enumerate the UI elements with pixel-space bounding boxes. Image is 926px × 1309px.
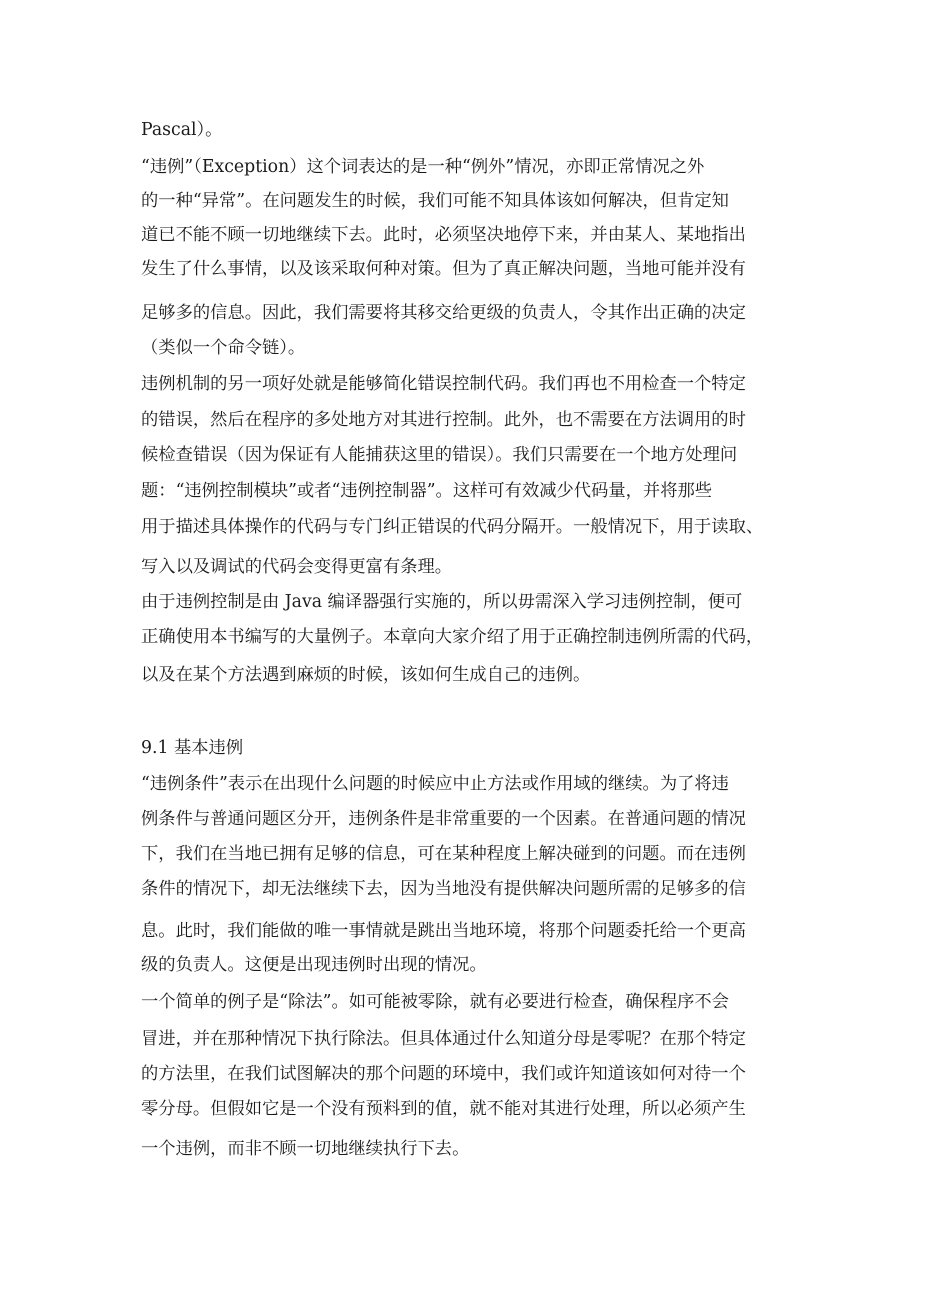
text-line: 一个违例，而非不顾一切地继续执行下去。 xyxy=(141,1139,470,1159)
text-line: 以及在某个方法遇到麻烦的时候，该如何生成自己的违例。 xyxy=(141,665,591,685)
text-line: 正确使用本书编写的大量例子。本章向大家介绍了用于正确控制违例所需的代码， xyxy=(141,627,764,647)
text-line: 一个简单的例子是“除法”。如可能被零除，就有必要进行检查，确保程序不会 xyxy=(141,992,729,1012)
text-line: 零分母。但假如它是一个没有预料到的值，就不能对其进行处理，所以必须产生 xyxy=(141,1099,746,1119)
text-line: Pascal）。 xyxy=(141,120,223,140)
text-line: 级的负责人。这便是出现违例时出现的情况。 xyxy=(141,955,487,975)
text-line: 足够多的信息。因此，我们需要将其移交给更级的负责人，令其作出正确的决定 xyxy=(141,303,746,323)
text-line: 由于违例控制是由 Java 编译器强行实施的，所以毋需深入学习违例控制，便可 xyxy=(141,592,743,612)
text-line: 发生了什么事情，以及该采取何种对策。但为了真正解决问题，当地可能并没有 xyxy=(141,259,746,279)
text-line: “违例条件”表示在出现什么问题的时候应中止方法或作用域的继续。为了将违 xyxy=(141,774,729,794)
text-line: （类似一个命令链）。 xyxy=(141,338,306,358)
text-line: “违例”（Exception）这个词表达的是一种“例外”情况，亦即正常情况之外 xyxy=(141,157,705,177)
text-line: 的错误，然后在程序的多处地方对其进行控制。此外，也不需要在方法调用的时 xyxy=(141,410,746,430)
text-line: 题：“违例控制模块”或者“违例控制器”。这样可有效减少代码量，并将那些 xyxy=(141,481,713,501)
text-line: 冒进，并在那种情况下执行除法。但具体通过什么知道分母是零呢？在那个特定 xyxy=(141,1029,746,1049)
text-line: 违例机制的另一项好处就是能够简化错误控制代码。我们再也不用检查一个特定 xyxy=(141,374,746,394)
text-line: 的方法里，在我们试图解决的那个问题的环境中，我们或许知道该如何对待一个 xyxy=(141,1064,746,1084)
text-line: 的一种“异常”。在问题发生的时候，我们可能不知具体该如何解决，但肯定知 xyxy=(141,191,729,211)
text-line: 候检查错误（因为保证有人能捕获这里的错误）。我们只需要在一个地方处理问 xyxy=(141,445,738,465)
text-line: 用于描述具体操作的代码与专门纠正错误的代码分隔开。一般情况下，用于读取、 xyxy=(141,517,764,537)
text-line: 例条件与普通问题区分开，违例条件是非常重要的一个因素。在普通问题的情况 xyxy=(141,809,746,829)
section-heading: 9.1 基本违例 xyxy=(141,738,244,758)
text-line: 写入以及调试的代码会变得更富有条理。 xyxy=(141,557,453,577)
text-line: 息。此时，我们能做的唯一事情就是跳出当地环境，将那个问题委托给一个更高 xyxy=(141,921,746,941)
text-line: 道已不能不顾一切地继续下去。此时，必须坚决地停下来，并由某人、某地指出 xyxy=(141,225,746,245)
text-line: 条件的情况下，却无法继续下去，因为当地没有提供解决问题所需的足够多的信 xyxy=(141,879,746,899)
text-line: 下，我们在当地已拥有足够的信息，可在某种程度上解决碰到的问题。而在违例 xyxy=(141,844,746,864)
